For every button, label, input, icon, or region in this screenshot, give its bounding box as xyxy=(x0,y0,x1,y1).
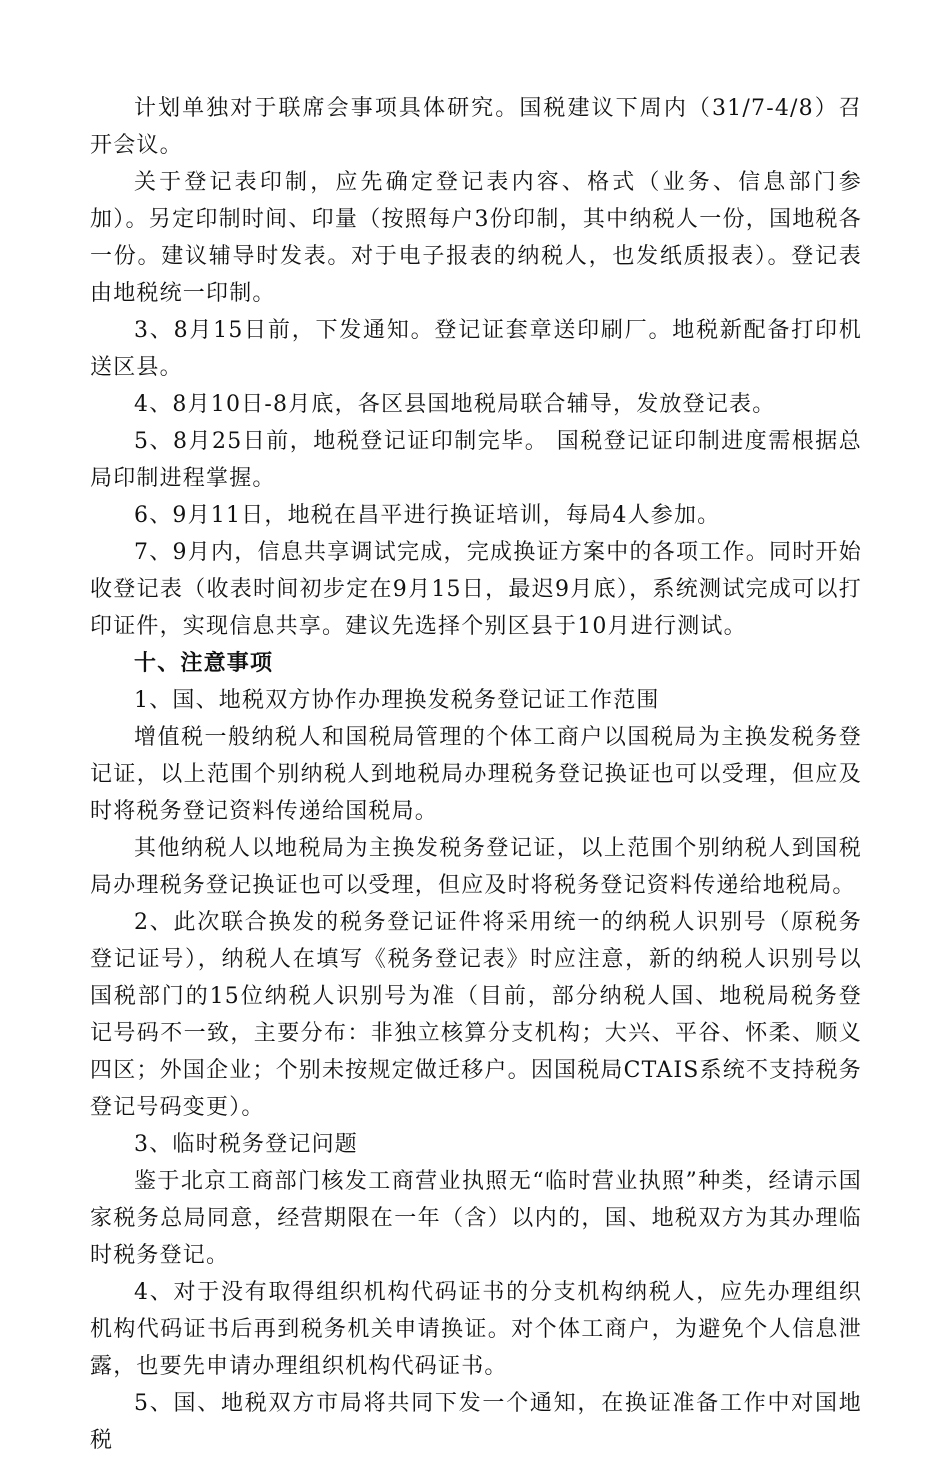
paragraph: 6、9月11日，地税在昌平进行换证培训，每局4人参加。 xyxy=(134,503,721,528)
paragraph: 鉴于北京工商部门核发工商营业执照无“临时营业执照”种类，经请示国家税务总局同意，经营期限在一年（含）以内的，国、地税双方为其办理临时税务登记。 xyxy=(90,1169,862,1268)
paragraph: 5、8月25日前，地税登记证印制完毕。 国税登记证印制进度需根据总局印制进程掌握。 xyxy=(90,429,862,491)
section-heading: 十、注意事项 xyxy=(134,650,274,676)
paragraph: 关于登记表印制，应先确定登记表内容、格式（业务、信息部门参加）。另定印制时间、印量（按照每户3份印制，其中纳税人一份，国地税各一份。建议辅导时发表。对于电子报表的纳税人，也发纸质报表）。登记表由地税统一印制。 xyxy=(90,170,862,306)
document-body xyxy=(90,90,862,1459)
paragraph: 4、对于没有取得组织机构代码证书的分支机构纳税人，应先办理组织机构代码证书后再到税务机关申请换证。对个体工商户，为避免个人信息泄露，也要先申请办理组织机构代码证书。 xyxy=(90,1280,862,1379)
paragraph: 5、国、地税双方市局将共同下发一个通知，在换证准备工作中对国地税 xyxy=(90,1391,862,1453)
paragraph: 3、8月15日前，下发通知。登记证套章送印刷厂。地税新配备打印机送区县。 xyxy=(90,318,862,380)
paragraph: 1、国、地税双方协作办理换发税务登记证工作范围 xyxy=(134,688,660,713)
paragraph: 3、临时税务登记问题 xyxy=(134,1132,358,1157)
paragraph: 7、9月内，信息共享调试完成，完成换证方案中的各项工作。同时开始收登记表（收表时间初步定在9月15日，最迟9月底），系统测试完成可以打印证件，实现信息共享。建议先选择个别区县于10月进行测试。 xyxy=(90,540,862,639)
paragraph: 2、此次联合换发的税务登记证件将采用统一的纳税人识别号（原税务登记证号），纳税人在填写《税务登记表》时应注意，新的纳税人识别号以国税部门的15位纳税人识别号为准（目前，部分纳税人国、地税局税务登记号码不一致，主要分布：非独立核算分支机构；大兴、平谷、怀柔、顺义四区；外国企业；个别未按规定做迁移户。因国税局CTAIS系统不支持税务登记号码变更）。 xyxy=(90,910,862,1120)
paragraph: 4、8月10日-8月底，各区县国地税局联合辅导，发放登记表。 xyxy=(134,392,776,417)
paragraph: 其他纳税人以地税局为主换发税务登记证，以上范围个别纳税人到国税局办理税务登记换证也可以受理，但应及时将税务登记资料传递给地税局。 xyxy=(90,836,862,898)
paragraph: 增值税一般纳税人和国税局管理的个体工商户以国税局为主换发税务登记证，以上范围个别纳税人到地税局办理税务登记换证也可以受理，但应及时将税务登记资料传递给国税局。 xyxy=(90,725,862,824)
paragraph: 计划单独对于联席会事项具体研究。国税建议下周内（31/7-4/8）召开会议。 xyxy=(90,96,862,158)
